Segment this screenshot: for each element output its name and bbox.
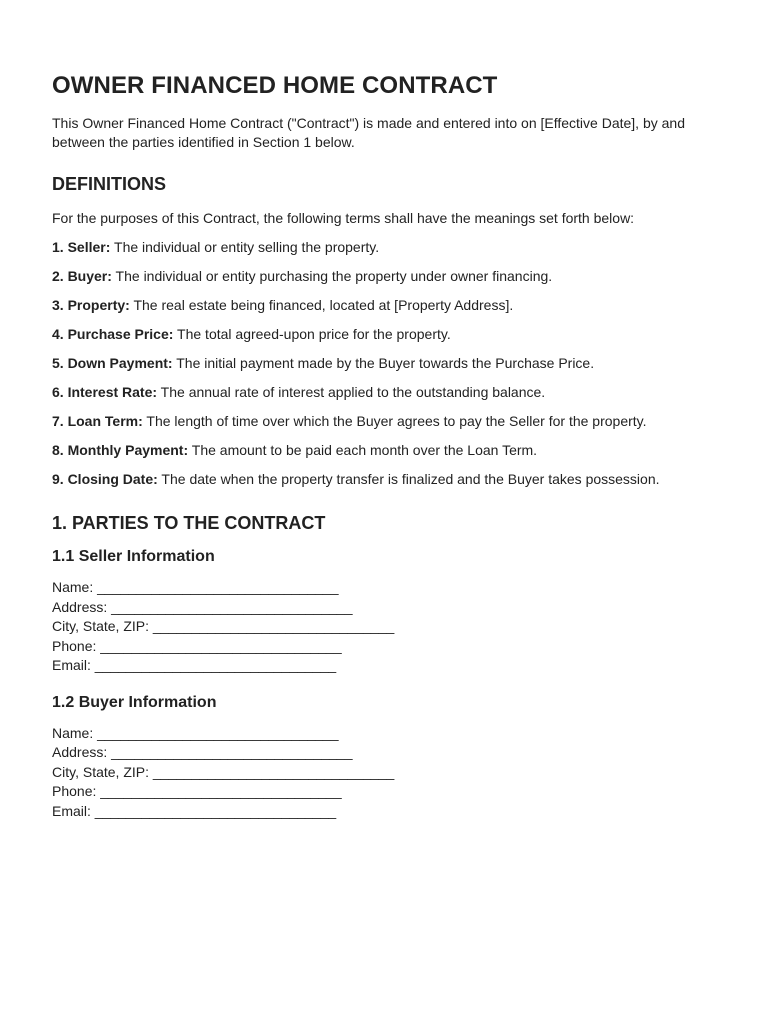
parties-heading: 1. PARTIES TO THE CONTRACT (52, 513, 326, 533)
definition-text: The date when the property transfer is finalized and the Buyer takes possession. (157, 471, 660, 487)
definition-term: 2. Buyer: (52, 268, 112, 284)
definition-property (52, 296, 718, 315)
definition-seller (52, 238, 718, 257)
definitions-heading: DEFINITIONS (52, 174, 167, 194)
definition-term: 5. Down Payment: (52, 355, 173, 371)
seller-city-state-zip-field[interactable]: City, State, ZIP: _______________________________ (52, 618, 395, 634)
definition-text: The annual rate of interest applied to the outstanding balance. (157, 384, 546, 400)
definition-text: The total agreed-upon price for the property. (173, 326, 451, 342)
definition-text: The individual or entity selling the property. (110, 239, 380, 255)
definition-down-payment (52, 354, 718, 373)
seller-address-field[interactable]: Address: _______________________________ (52, 598, 353, 615)
definition-term: 8. Monthly Payment: (52, 442, 189, 458)
definition-term: 9. Closing Date: (52, 471, 158, 487)
definition-text: The amount to be paid each month over the Loan Term. (188, 442, 538, 458)
buyer-name-field[interactable]: Name: _______________________________ (52, 724, 339, 741)
definition-term: 3. Property: (52, 297, 130, 313)
definitions-lead: For the purposes of this Contract, the following terms shall have the meanings set forth below: (52, 210, 635, 226)
intro-paragraph: This Owner Financed Home Contract ("Contract") is made and entered into on [Effective Date], by and between the parties identified in Section 1 below. (52, 115, 685, 150)
definition-term: 7. Loan Term: (52, 413, 143, 429)
definition-text: The individual or entity purchasing the property under owner financing. (111, 268, 553, 284)
definition-buyer (52, 267, 718, 286)
definition-closing-date (52, 470, 718, 489)
seller-email-field[interactable]: Email: _______________________________ (52, 657, 337, 673)
definition-purchase-price (52, 325, 718, 344)
definition-text: The real estate being financed, located at [Property Address]. (129, 297, 514, 313)
buyer-email-field[interactable]: Email: _______________________________ (52, 802, 337, 819)
definition-term: 1. Seller: (52, 239, 111, 255)
buyer-phone-field[interactable]: Phone: _______________________________ (52, 783, 342, 799)
definition-monthly-payment (52, 441, 718, 460)
definition-interest-rate (52, 383, 718, 402)
definitions-list (52, 238, 718, 489)
buyer-address-field[interactable]: Address: _______________________________ (52, 744, 353, 760)
parties-section (52, 513, 718, 821)
definition-term: 6. Interest Rate: (52, 384, 158, 400)
definition-text: The initial payment made by the Buyer towards the Purchase Price. (172, 355, 595, 371)
buyer-info-heading: 1.2 Buyer Information (52, 693, 217, 711)
definition-text: The length of time over which the Buyer agrees to pay the Seller for the property. (142, 413, 647, 429)
seller-name-field[interactable]: Name: _______________________________ (52, 579, 339, 595)
definition-loan-term (52, 412, 718, 431)
seller-info-fields (52, 578, 718, 676)
definition-term: 4. Purchase Price: (52, 326, 174, 342)
buyer-city-state-zip-field[interactable]: City, State, ZIP: _______________________________ (52, 763, 395, 780)
seller-info-heading: 1.1 Seller Information (52, 548, 215, 565)
seller-phone-field[interactable]: Phone: _______________________________ (52, 637, 342, 654)
document-title: OWNER FINANCED HOME CONTRACT (52, 72, 498, 99)
buyer-info-fields (52, 724, 718, 822)
